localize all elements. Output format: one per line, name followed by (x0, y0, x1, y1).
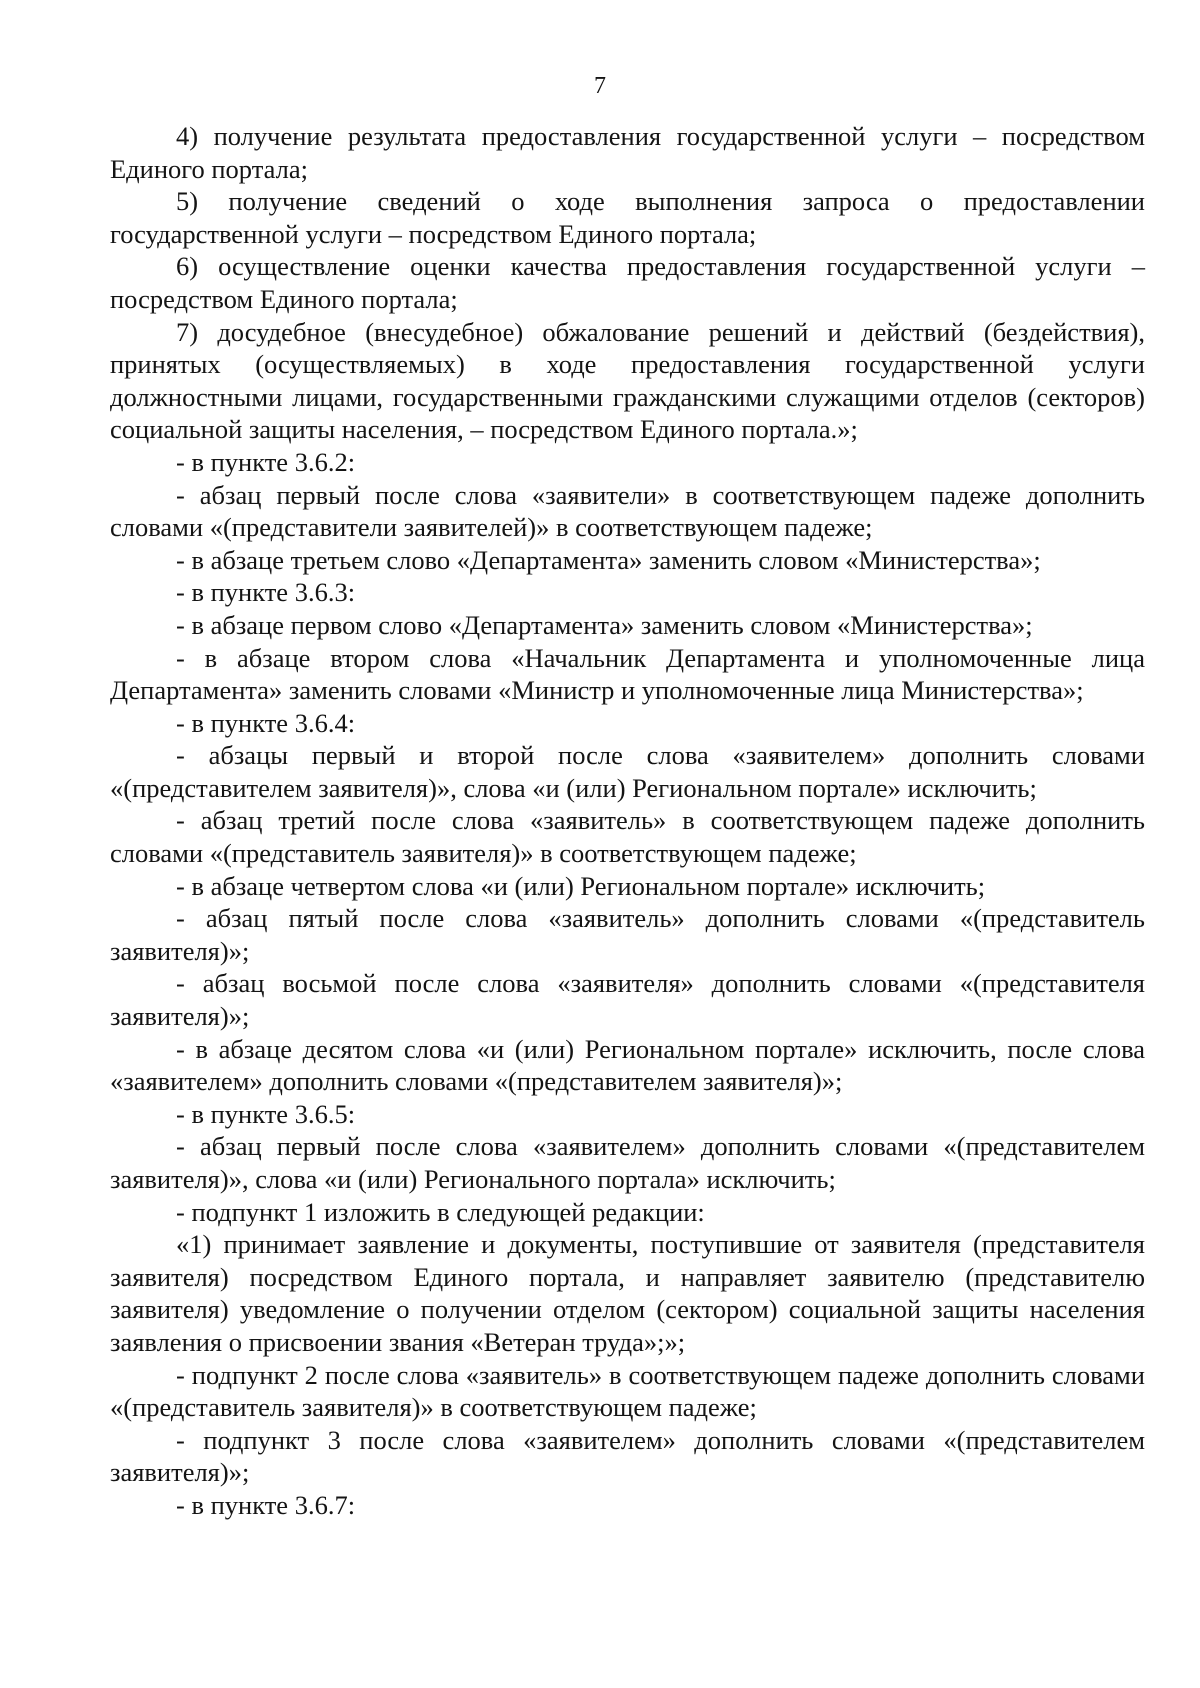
paragraph: - в абзаце четвертом слова «и (или) Региональном портале» исключить; (176, 870, 986, 901)
paragraph: «1) принимает заявление и документы, поступившие от заявителя (представителя заявителя) посредством Единого портала, и направляет заявителю (представителю заявителя) уведомление о получении отделом (сектором) социальной защиты населения заявления о присвоении звания «Ветеран труда»;»; (110, 1229, 1145, 1357)
paragraph: - в пункте 3.6.3: (176, 577, 356, 608)
paragraph: - в пункте 3.6.5: (176, 1098, 356, 1129)
paragraph: - абзац восьмой после слова «заявителя» дополнить словами «(представителя заявителя)»; (110, 968, 1145, 1032)
paragraph: - абзац пятый после слова «заявитель» дополнить словами «(представитель заявителя)»; (110, 903, 1145, 966)
paragraph: - подпункт 2 после слова «заявитель» в соответствующем падеже дополнить словами «(представитель заявителя)» в соответствующем падеже; (110, 1359, 1145, 1423)
paragraph: - абзац первый после слова «заявителем» дополнить словами «(представителем заявителя)», слова «и (или) Регионального портала» исключить; (110, 1131, 1145, 1194)
document-body (110, 120, 1145, 1522)
paragraph: - подпункт 3 после слова «заявителем» дополнить словами «(представителем заявителя)»; (110, 1424, 1145, 1488)
paragraph: 4) получение результата предоставления государственной услуги – посредством Единого портала; (110, 121, 1145, 184)
paragraph: - в абзаце втором слова «Начальник Департамента и уполномоченные лица Департамента» заменить словами «Министр и уполномоченные лица Министерства»; (110, 642, 1145, 706)
paragraph: - в пункте 3.6.2: (176, 446, 356, 477)
paragraph: 6) осуществление оценки качества предоставления государственной услуги – посредством Единого портала; (110, 251, 1145, 314)
paragraph: - абзац первый после слова «заявители» в соответствующем падеже дополнить словами «(представители заявителей)» в соответствующем падеже; (110, 479, 1145, 543)
paragraph: - абзац третий после слова «заявитель» в соответствующем падеже дополнить словами «(представитель заявителя)» в соответствующем падеже; (110, 805, 1145, 869)
paragraph: - в пункте 3.6.4: (176, 707, 356, 738)
page-number: 7 (594, 73, 606, 99)
paragraph: - в абзаце третьем слово «Департамента» заменить словом «Министерства»; (176, 544, 1041, 575)
paragraph: - в пункте 3.6.7: (176, 1489, 356, 1520)
paragraph: 7) досудебное (внесудебное) обжалование решений и действий (бездействия), принятых (осуществляемых) в ходе предоставления государственной услуги должностными лицами, государственными гражданскими служащими отделов (секторов) социальной защиты населения, – посредством Единого портала.»; (110, 316, 1145, 445)
paragraph: - абзацы первый и второй после слова «заявителем» дополнить словами «(представителем заявителя)», слова «и (или) Региональном портале» исключить; (110, 740, 1145, 803)
paragraph: 5) получение сведений о ходе выполнения запроса о предоставлении государственной услуги – посредством Единого портала; (110, 186, 1145, 249)
paragraph: - в абзаце первом слово «Департамента» заменить словом «Министерства»; (176, 609, 1033, 640)
paragraph: - в абзаце десятом слова «и (или) Региональном портале» исключить, после слова «заявителем» дополнить словами «(представителем заявителя)»; (110, 1033, 1145, 1097)
paragraph: - подпункт 1 изложить в следующей редакции: (176, 1196, 705, 1227)
